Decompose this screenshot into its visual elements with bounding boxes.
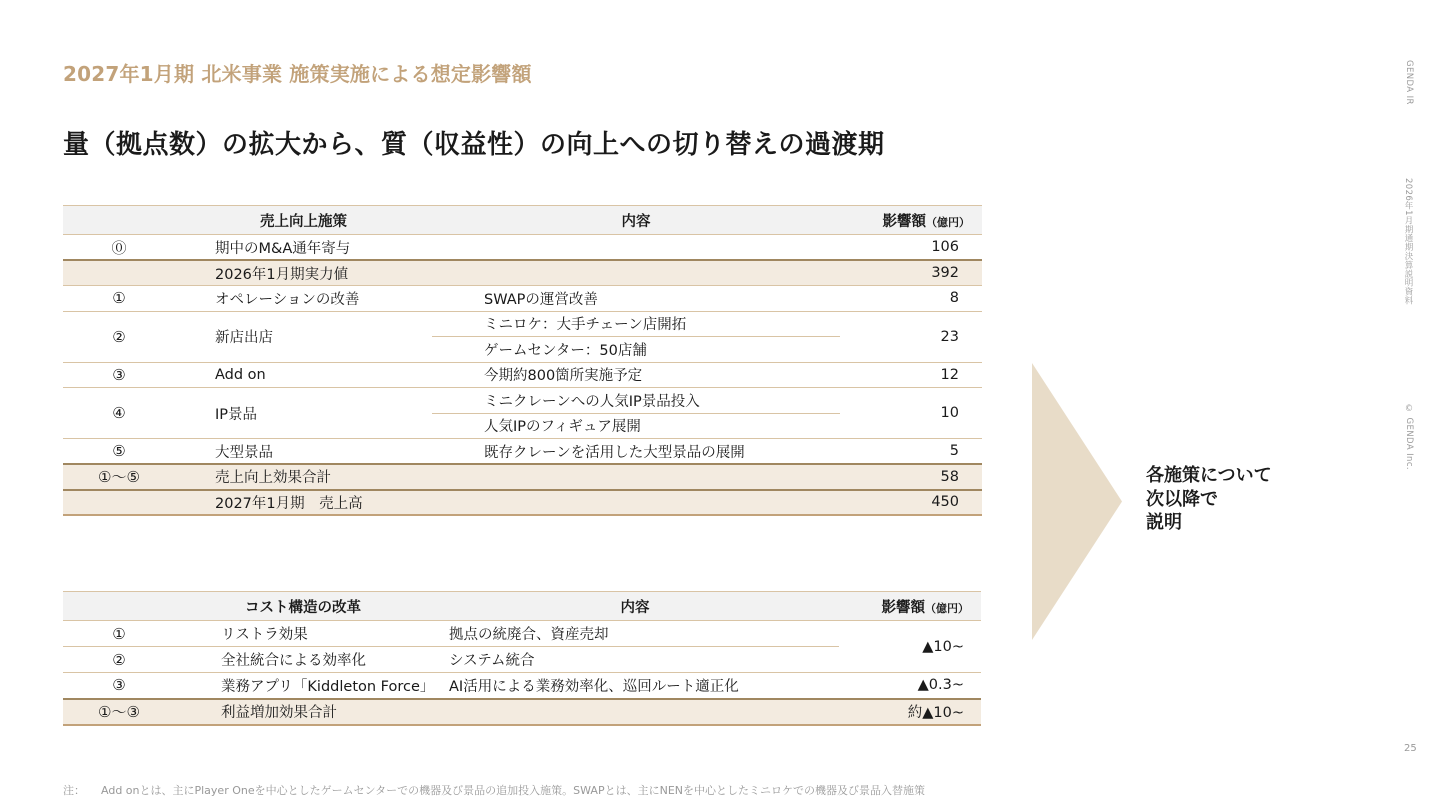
row-value: 約▲10~ — [839, 699, 981, 725]
table-row — [63, 673, 981, 699]
row-content: ゲームセンター：50店舗 — [432, 337, 840, 363]
row-number: ③ — [63, 362, 175, 388]
row-number: ② — [63, 311, 175, 362]
row-value: 23 — [840, 311, 982, 362]
table-row — [63, 235, 982, 261]
callout-text: 各施策について 次以降で 説明 — [1146, 465, 1272, 533]
row-content: 拠点の統廃合、資産売却 — [431, 621, 839, 647]
row-content: 今期約800箇所実施予定 — [432, 362, 840, 388]
row-value: 5 — [840, 439, 982, 465]
row-number: ⑤ — [63, 439, 175, 465]
row-number: ② — [63, 647, 175, 673]
page-number: 25 — [1404, 743, 1417, 754]
row-policy: 業務アプリ「Kiddleton Force」 — [175, 673, 431, 699]
header-content: 内容 — [432, 206, 840, 235]
row-value: ▲0.3~ — [839, 673, 981, 699]
header-no — [63, 592, 175, 621]
side-label-ir: GENDA IR — [1404, 60, 1414, 105]
table-row — [63, 388, 982, 414]
row-value: 12 — [840, 362, 982, 388]
row-content: システム統合 — [431, 647, 839, 673]
row-policy: 全社統合による効率化 — [175, 647, 431, 673]
row-policy: 2026年1月期実力値 — [175, 260, 432, 286]
row-number — [63, 490, 175, 516]
row-number: ① — [63, 621, 175, 647]
row-content — [432, 464, 840, 490]
table-row — [63, 621, 981, 647]
row-number: ①～③ — [63, 699, 175, 725]
row-content — [432, 260, 840, 286]
page-headline: 量（拠点数）の拡大から、質（収益性）の向上への切り替えの過渡期 — [63, 130, 885, 160]
footnote — [63, 782, 925, 798]
side-label-document: 2026年1月期通期決算説明資料 — [1403, 178, 1413, 305]
row-value: 58 — [840, 464, 982, 490]
row-content: 既存クレーンを活用した大型景品の展開 — [432, 439, 840, 465]
cost-reform-table — [63, 591, 981, 726]
row-content — [431, 699, 839, 725]
row-number: ④ — [63, 388, 175, 439]
row-number: ① — [63, 286, 175, 312]
row-number: ⓪ — [63, 235, 175, 261]
row-number: ①～⑤ — [63, 464, 175, 490]
header-content: 内容 — [431, 592, 839, 621]
row-content: 人気IPのフィギュア展開 — [432, 413, 840, 439]
table-row — [63, 490, 982, 516]
sales-improvement-table — [63, 205, 982, 516]
row-content — [432, 235, 840, 261]
row-policy: IP景品 — [175, 388, 432, 439]
row-policy: 大型景品 — [175, 439, 432, 465]
row-policy: オペレーションの改善 — [175, 286, 432, 312]
row-policy: 2027年1月期 売上高 — [175, 490, 432, 516]
row-policy: 新店出店 — [175, 311, 432, 362]
row-policy: 期中のM&A通年寄与 — [175, 235, 432, 261]
table-row — [63, 464, 982, 490]
row-policy: Add on — [175, 362, 432, 388]
row-value: 8 — [840, 286, 982, 312]
footnote-text: Add onとは、主にPlayer Oneを中心としたゲームセンターでの機器及び景品の追加投入施策。SWAPとは、主にNENを中心としたミニロケでの機器及び景品入替施策 — [101, 784, 925, 797]
row-value: 106 — [840, 235, 982, 261]
table-row — [63, 362, 982, 388]
row-number — [63, 260, 175, 286]
side-label-copyright: © GENDA Inc. — [1404, 404, 1414, 470]
chevron-arrow-icon — [1032, 363, 1122, 640]
row-value: 450 — [840, 490, 982, 516]
header-impact: 影響額（億円） — [840, 206, 982, 235]
table-row — [63, 699, 981, 725]
row-policy: 売上向上効果合計 — [175, 464, 432, 490]
row-value: 10 — [840, 388, 982, 439]
row-content: ミニロケ：大手チェーン店開拓 — [432, 311, 840, 337]
row-content: AI活用による業務効率化、巡回ルート適正化 — [431, 673, 839, 699]
table-row — [63, 260, 982, 286]
row-value: ▲10~ — [839, 621, 981, 673]
table-header-row — [63, 592, 981, 621]
table-header-row — [63, 206, 982, 235]
header-policy: 売上向上施策 — [175, 206, 432, 235]
table-row — [63, 286, 982, 312]
row-content — [432, 490, 840, 516]
header-policy: コスト構造の改革 — [175, 592, 431, 621]
row-number: ③ — [63, 673, 175, 699]
footnote-label: 注： — [63, 784, 85, 797]
row-content: ミニクレーンへの人気IP景品投入 — [432, 388, 840, 414]
table-row — [63, 311, 982, 337]
row-value: 392 — [840, 260, 982, 286]
header-no — [63, 206, 175, 235]
header-impact: 影響額（億円） — [839, 592, 981, 621]
row-policy: 利益増加効果合計 — [175, 699, 431, 725]
table-row — [63, 439, 982, 465]
row-policy: リストラ効果 — [175, 621, 431, 647]
page-subtitle: 2027年1月期 北米事業 施策実施による想定影響額 — [63, 62, 532, 86]
row-content: SWAPの運営改善 — [432, 286, 840, 312]
